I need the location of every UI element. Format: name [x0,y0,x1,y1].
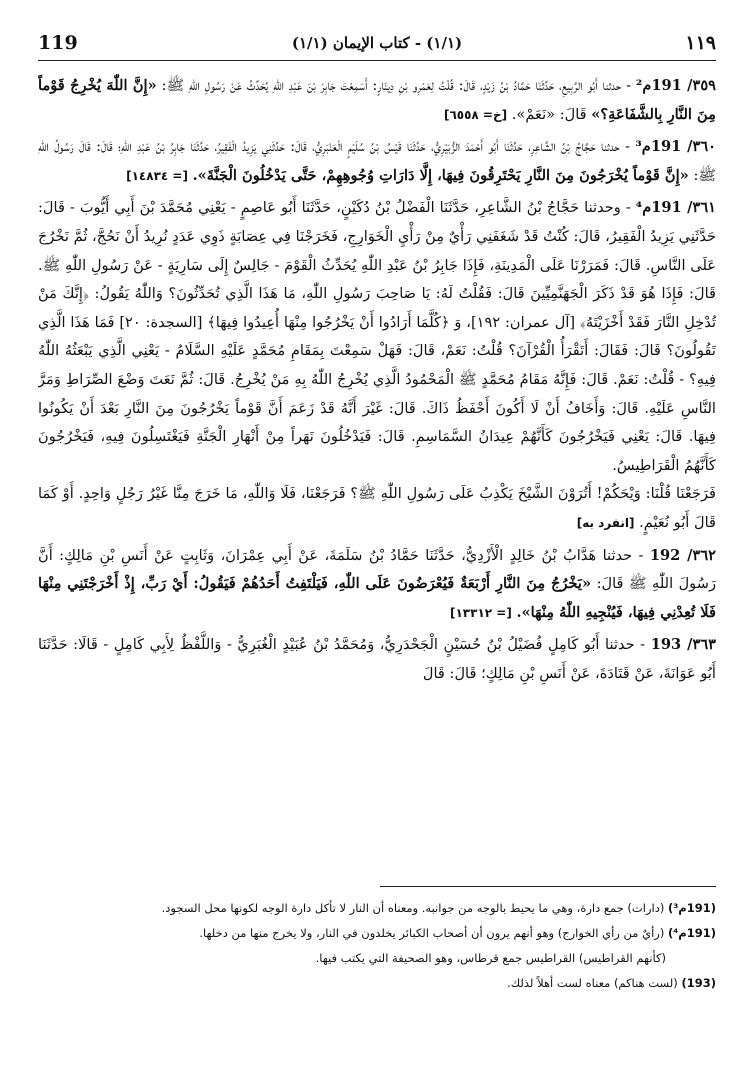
footnote [38,921,716,946]
hadith-ref: [= ١٤٨٣٤] [126,168,188,183]
page-header [38,30,716,61]
hadith-matn: «يَخْرُجُ مِنَ النَّارِ أَرْبَعَةٌ فَيُعْرَضُونَ عَلَى اللّٰهِ، فَيَلْتَفِتُ أَحَدُهُمْ فَيَقُولُ: أَيْ رَبِّ، إِذْ أَخْرَجْتَنِي مِنْهَا فَلَا تُعِدْنِي فِيهَا، فَيُنْجِيهِ اللّٰهُ مِنْهَا». [38,575,716,621]
hadith-chain: - حدثنا أَبُو الرَّبِيعِ، حَدَّثَنَا حَمَّادُ بْنُ زَيْدٍ، قَالَ: قُلْتُ لِعَمْرِو بْنِ دِينَارٍ: أَسَمِعْتَ جَابِرَ بْنَ عَبْدِ اللّٰهِ يُحَدِّثُ عَنْ رَسُولِ اللّٰهِ ﷺ: [161,77,632,94]
hadith-paragraph [38,194,716,480]
footnote-separator [380,886,716,887]
footnote [38,971,716,996]
hadith-continuation-text: فَرَجَعْنَا قُلْنَا: وَيْحَكُمْ! أَتُرَوْنَ الشَّيْخَ يَكْذِبُ عَلَى رَسُولِ اللّٰهِ ﷺ؟ فَرَجَعْنَا، فَلَا وَاللّٰهِ، مَا خَرَجَ مِنَّا غَيْرُ رَجُلٍ وَاحِدٍ. أَوْ كَمَا قَالَ أَبُو نُعَيْمٍ. [38,485,716,531]
main-text [38,72,716,872]
hadith-chain: - حدثنا أَبُو كَامِلٍ فُضَيْلُ بْنُ حُسَيْنٍ الْجَحْدَرِيُّ، وَمُحَمَّدُ بْنُ عُبَيْدٍ الْغُبَرِيُّ - وَاللَّفْظُ لِأَبِي كَامِلٍ - قَالَا: حَدَّثَنَا أَبُو عَوَانَةَ، عَنْ قَتَادَةَ، عَنْ أَنَسِ بْنِ مَالِكٍ؛ قَالَ: قَالَ [38,636,716,682]
footnote-text: (كأنهم القراطيس) القراطيس جمع قرطاس، وهو الصحيفة التي يكتب فيها. [315,951,666,965]
hadith-matn: «إِنَّ اللّٰهَ يُخْرِجُ قَوْماً مِنَ النَّارِ بِالشَّفَاعَةِ؟» [38,77,716,123]
hadith-chain: - وحدثنا حَجَّاجُ بْنُ الشَّاعِرِ، حَدَّثَنَا الْفَضْلُ بْنُ دُكَيْنٍ، حَدَّثَنَا أَبُو عَاصِمٍ - يَعْنِي مُحَمَّدَ بْنَ أَبِي أَيُّوبَ - قَالَ: حَدَّثَنِي يَزِيدُ الْفَقِيرُ، قَالَ: كُنْتُ قَدْ شَغَفَنِي رَأْيٌ مِنْ رَأْيِ الْخَوَارِجِ، فَخَرَجْنَا فِي عِصَابَةٍ ذَوِي عَدَدٍ نُرِيدُ أَنْ نَحُجَّ، ثُمَّ نَخْرُجَ عَلَى النَّاسِ. قَالَ: فَمَرَرْنَا عَلَى الْمَدِينَةِ، فَإِذَا جَابِرُ بْنُ عَبْدِ اللّٰهِ يُحَدِّثُ الْقَوْمَ - جَالِسٌ إِلَى سَارِيَةٍ - عَنْ رَسُولِ اللّٰهِ ﷺ. قَالَ: فَإِذَا هُوَ قَدْ ذَكَرَ الْجَهَنَّمِيِّينَ قَالَ: فَقُلْتُ لَهُ: يَا صَاحِبَ رَسُولِ اللّٰهِ، مَا هَذَا الَّذِي تُحَدِّثُونَ؟ وَاللّٰهُ يَقُولُ: ﴿إِنَّكَ مَنْ تُدْخِلِ النَّارَ فَقَدْ أَخْزَيْتَهُ﴾ [آل عمران: ١٩٢]، وَ ﴿كُلَّمَا أَرَادُوا أَنْ يَخْرُجُوا مِنْهَا أُعِيدُوا فِيهَا﴾ [السجدة: ٢٠] فَمَا هَذَا الَّذِي تَقُولُونَ؟ قَالَ: فَقَالَ: أَتَقْرَأُ الْقُرْآنَ؟ قُلْتُ: نَعَمْ، قَالَ: فَهَلْ سَمِعْتَ بِمَقَامِ مُحَمَّدٍ عَلَيْهِ السَّلَامُ - يَعْنِي الَّذِي يَبْعَثُهُ اللّٰهُ فِيهِ؟ - قُلْتُ: نَعَمْ. قَالَ: فَإِنَّهُ مَقَامُ مُحَمَّدٍ ﷺ الْمَحْمُودُ الَّذِي يُخْرِجُ اللّٰهُ بِهِ مَنْ يُخْرِجُ. قَالَ: ثُمَّ نَعَتَ وَضْعَ الصِّرَاطِ وَمَرَّ النَّاسِ عَلَيْهِ. قَالَ: وَأَخَافُ أَنْ لَا أَكُونَ أَحْفَظُ ذَاكَ. قَالَ: غَيْرَ أَنَّهُ قَدْ زَعَمَ أَنَّ قَوْماً يَخْرُجُونَ مِنَ النَّارِ بَعْدَ أَنْ يَكُونُوا فِيهَا. قَالَ: يَعْنِي فَيَخْرُجُونَ كَأَنَّهُمْ عِيدَانُ السَّمَاسِمِ. قَالَ: فَيَدْخُلُونَ نَهَراً مِنْ أَنْهَارِ الْجَنَّةِ فَيَغْتَسِلُونَ فِيهِ، فَيَخْرُجُونَ كَأَنَّهُمُ الْقَرَاطِيسُ. [38,199,716,474]
footnote-key: (191م³) [667,901,716,915]
hadith-number: ٣٦١/ 191م⁴ [635,199,716,217]
hadith-chain: - حدثنا حَجَّاجُ بْنُ الشَّاعِرِ، حَدَّثَنَا أَبُو أَحْمَدَ الزُّبَيْرِيُّ، حَدَّثَنَا قَيْسُ بْنُ سُلَيْمٍ الْعَنْبَرِيُّ، قَالَ: حَدَّثَنِي يَزِيدُ الْفَقِيرُ، حَدَّثَنَا جَابِرُ بْنُ عَبْدِ اللّٰهِ؛ قَالَ: قَالَ رَسُولُ اللّٰهِ ﷺ: [38,138,716,184]
footnote-text: (لست هناكم) معناه لست أهلاً لذلك. [507,976,678,990]
hadith-paragraph [38,133,716,190]
hadith-number: ٣٥٩/ 191م² [635,77,716,94]
hadith-paragraph [38,631,716,688]
hadith-360 [38,133,716,190]
hadith-363 [38,631,716,688]
hadith-number: ٣٦٣/ 193 [650,636,716,654]
hadith-chain: - حدثنا هَدَّابُ بْنُ خَالِدٍ الْأَزْدِيُّ، حَدَّثَنَا حَمَّادُ بْنُ سَلَمَةَ، عَنْ أَبِي عِمْرَانَ، وَثَابِتٍ عَنْ أَنَسِ بْنِ مَالِكٍ: أَنَّ رَسُولَ اللّٰهِ ﷺ قَالَ: [38,546,716,593]
running-title: (١/١) - كتاب الإيمان (١/١) [291,34,463,52]
footnote [38,946,716,971]
footnotes [38,896,716,996]
hadith-tail: قَالَ: «نَعَمْ». [511,105,587,123]
page-number-latin: 119 [38,32,78,54]
hadith-continuation [38,480,716,537]
hadith-number: ٣٦٢/ 192 [649,546,716,564]
footnote-key: (193) [681,976,716,990]
footnote-text: (رأيٌ من رأي الخوارج) وهو أنهم يرون أن أصحاب الكبائر يخلدون في النار، ولا يخرج منها من دخلها. [199,926,665,940]
footnote-key: (191م⁴) [667,926,716,940]
hadith-paragraph [38,72,716,129]
hadith-ref: [= ١٣٣١٢] [450,605,512,620]
hadith-ref: [خ= ٦٥٥٨] [443,107,508,122]
footnote-text: (دارات) جمع دارة، وهي ما يحيط بالوجه من جوانبه. ومعناه أن النار لا تأكل دارة الوجه لكونها محل السجود. [161,901,665,915]
page-number-arabic: ١١٩ [685,32,716,54]
hadith-matn: «إِنَّ قَوْماً يُخْرَجُونَ مِنَ النَّارِ يَحْتَرِقُونَ فِيهَا، إِلَّا دَارَاتِ وُجُوهِهِمْ، حَتَّى يَدْخُلُونَ الْجَنَّةَ». [192,166,689,184]
hadith-ref: [انفرد به] [576,515,635,530]
hadith-paragraph [38,542,716,628]
hadith-361 [38,194,716,537]
hadith-359 [38,72,716,129]
hadith-362 [38,542,716,628]
hadith-number: ٣٦٠/ 191م³ [635,138,716,156]
footnote [38,896,716,921]
